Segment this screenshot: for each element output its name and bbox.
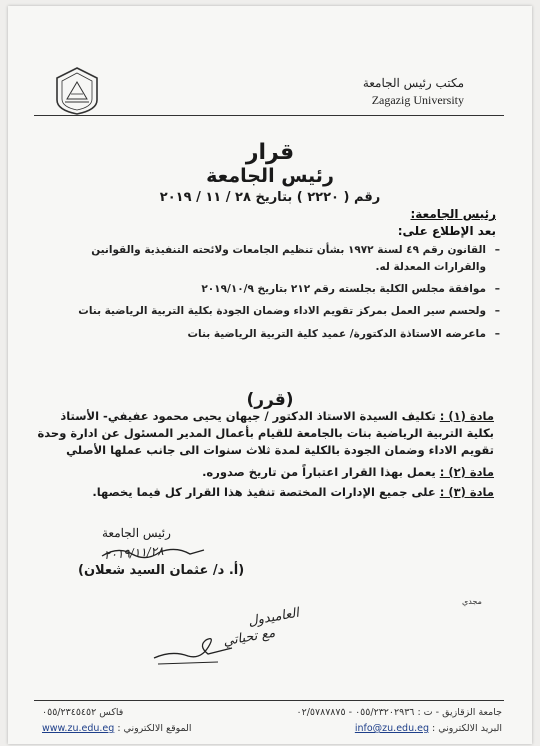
- article-text: على جميع الإدارات المختصة تنفيذ هذا القرار كل فيما يخصها.: [92, 485, 436, 499]
- footer-address: جامعة الزقازيق - ت : ٠٥٥/٢٣٢٠٢٩٣٦ - ٠٢/٥٧٨٧٨٧٥: [296, 707, 502, 718]
- decree-title: قرار: [245, 140, 295, 165]
- article-1: [32, 408, 494, 459]
- decree-reference: رقم ( ٢٢٢٠ ) بتاريخ ٢٨ / ١١ / ٢٠١٩: [159, 190, 381, 205]
- article-label: مادة (٣) :: [439, 485, 494, 499]
- preamble-item: – ولحسم سير العمل بمركز تقويم الاداء وضمان الجودة بكلية التربية الرياضية بنات: [46, 303, 486, 320]
- university-seal-icon: [53, 66, 101, 116]
- signature-role-stamp: رئيس الجامعة: [102, 526, 171, 540]
- clerk-initials: مجدي: [462, 597, 482, 606]
- office-name-arabic: مكتب رئيس الجامعة: [362, 76, 464, 90]
- email-label: البريد الالكتروني :: [432, 723, 502, 734]
- document-page: [8, 6, 532, 744]
- article-2: [32, 464, 494, 481]
- footer-divider: [34, 700, 504, 701]
- handwritten-signature-icon: [148, 628, 238, 668]
- preamble-item: – ماعرضه الاستاذة الدكتورة/ عميد كلية التربية الرياضية بنات: [46, 326, 486, 343]
- preamble-item: – موافقة مجلس الكلية بجلسته رقم ٢١٢ بتاريخ ٢٠١٩/١٠/٩: [46, 281, 486, 298]
- article-3: [32, 484, 494, 501]
- office-name-english: Zagazig University: [371, 93, 464, 107]
- website-link[interactable]: www.zu.edu.eg: [42, 723, 115, 734]
- handwritten-note-line1: العاميدول: [247, 605, 301, 630]
- signature-scribble-icon: [98, 542, 208, 564]
- footer-website: [42, 723, 192, 734]
- article-label: مادة (٢) :: [439, 465, 494, 479]
- website-label: الموقع الالكتروني :: [117, 723, 192, 734]
- footer-email: [355, 723, 502, 734]
- article-text: يعمل بهذا القرار اعتباراً من تاريخ صدوره.: [202, 465, 436, 479]
- header-divider: [34, 115, 504, 116]
- decree-subtitle: رئيس الجامعة: [206, 165, 334, 187]
- handwritten-date: ٢٠١٩/١١/٢٨: [103, 543, 165, 563]
- issuer-label: رئيس الجامعة:: [410, 207, 496, 221]
- decision-heading: (قرر): [246, 390, 294, 410]
- article-label: مادة (١) :: [439, 409, 494, 423]
- footer-fax: فاكس ٠٥٥/٢٣٤٥٤٥٢: [42, 707, 124, 718]
- handwritten-note-line2: مع تحياتي: [222, 625, 277, 650]
- after-review-label: بعد الإطلاع على:: [397, 224, 496, 238]
- article-text: تكليف السيدة الاستاذ الدكتور / جيهان يحيى محمود عفيفي- الأستاذ بكلية التربية الرياضية بنات بالجامعة للقيام بأعمال المدير المسئول عن ادارة وحدة تقويم الاداء وضمان الجودة بالكلية لمدة ثلاث سنوات الى جانب عملها الأصلي: [37, 409, 494, 457]
- signatory-name: (أ. د/ عثمان السيد شعلان): [78, 563, 245, 578]
- email-link[interactable]: info@zu.edu.eg: [354, 723, 429, 734]
- preamble-item: – القانون رقم ٤٩ لسنة ١٩٧٢ بشأن تنظيم الجامعات ولائحته التنفيذية والقوانين والقرارات المعدلة له.: [46, 242, 486, 276]
